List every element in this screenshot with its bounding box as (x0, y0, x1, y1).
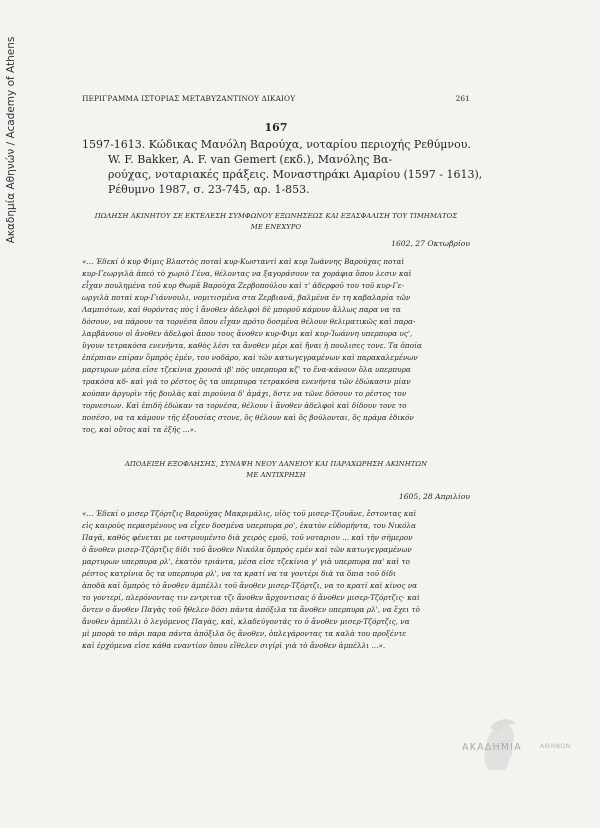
body-line: ωργιλὰ ποταὶ κυρ-Γιάννουλι, νομιτισμένα στα Ζερβιανά, βαλμένα ἐν τη καβαλαρία τῶν (82, 293, 411, 302)
section-title (82, 459, 470, 481)
body-line: μαρτυρων υπερπυρα ρλ', ἑκατὸν τριάντα, μέσα εἰσε τζεκίνια γ' γιὰ υπερπυρα πα' καὶ το (82, 557, 410, 566)
stamp-text-right: ΑΘΗΝΩΝ (540, 743, 571, 750)
body-line: ἄνοθεν ἀμπέλλι ὁ λεγόμενος Παγὰς, καὶ, κλαδεύγοντάς το ὁ ἄνοθεν μισερ-Τζόρτζις, να (82, 617, 410, 626)
body-line: ποσέσο, να τα κάμουν τῆς ἐξουσίας στονε, ὅς θέλουν καὶ ὅς βούλονται, ὅς πράμα ἐδικόν (82, 413, 414, 422)
entry-line: Ρέθυμνο 1987, σ. 23-745, αρ. 1-853. (108, 183, 310, 196)
body-line: ἐπέρπιαν επίραν ὄμπρὸς ἐμέν, του νοδάρο, καὶ τῶν κατωγεγραμένων καὶ παρακαλεμένων (82, 353, 418, 362)
running-header (82, 94, 470, 103)
body-line: το γοντερί, πλερόνοντας τιν εντριτια τζι ἄνοθεν ἄρχοντισας ὁ ἄνοθεν μισερ-Τζόρτζις· καὶ (82, 593, 420, 602)
body-line: μαρτυρων μέσα εἰσε τζεκίνια χρουσά ιβ' πὸς υπερπυρα κζ' το ἕνα-κάνουν ὅλα υπερπυρα (82, 365, 411, 374)
body-line: μὶ μπορὰ το πάρι παρα πάντα ἀπόξιλα ὅς ἄνοθεν, ὀπλεγάροντας τα καλὰ του προξέντε (82, 629, 407, 638)
body-line: εἰς καιροὺς περασμένους να εἶχεν δοσμένα υπερπυρα ρο', ἑκατὸν εὐδομήντα, του Νικόλα (82, 521, 416, 530)
section-title (82, 211, 470, 233)
section-date: 1605, 28 Απριλίου (398, 492, 470, 501)
body-line: λαμβάνουν οἱ ἄνοθεν ἀδελφοὶ ἄπου τους ἄνοθεν κυρ-Φιμι καὶ κυρ-Ἰωάννη υπερπυρα υς', (82, 329, 413, 338)
entry-line: W. F. Bakker, A. F. van Gemert (εκδ.), Μανόλης Βα- (108, 153, 393, 166)
header-title: ΠΕΡΙΓΡΑΜΜΑ ΙΣΤΟΡΙΑΣ ΜΕΤΑΒΥΖΑΝΤΙΝΟΥ ΔΙΚΑΙΟΥ (82, 94, 296, 103)
section-title-line: ΜΕ ΑΝΤΙΧΡΗΣΗ (246, 471, 306, 479)
entry-line: 1597-1613. Κώδικας Μανόλη Βαρούχα, νοταρίου περιοχής Ρεθύμνου. (82, 138, 471, 151)
body-line: «... Έδεκί ο μισερ Τζόρτζις Βαρούχας Μακριμάλις, υἱὸς τοῦ μισερ-Τζουᾶνε, ἔστοντας καὶ (82, 509, 417, 518)
body-line: Λαμπιότων, καὶ θορόντας πὸς ἰ ἄνοθεν ἀδελφοὶ δὲ μποροῦ κάμουν ἄλλως παρα να τα (82, 305, 401, 314)
body-line: Παγᾶ, καθὸς φένεται με ινστρουμέντο διὰ χειρὸς εμοῦ, τοῦ νοταριου ... καὶ τὴν σήμερον (82, 533, 413, 542)
section-body (82, 256, 470, 436)
entry-number: 167 (264, 121, 288, 134)
body-line: τος, καὶ οὕτος καὶ τα ἑξῆς ...». (82, 425, 197, 434)
entry-line: ρούχας, νοταριακές πράξεις. Μοναστηράκι Αμαρίου (1597 - 1613), (108, 168, 483, 181)
body-line: κυρ-Γεωργιλὰ ἀπεὸ τὸ χωριὸ Γένα, θέλοντας να ξαγοράσουν τα χοράφια ὅπου λεσιν καὶ (82, 269, 412, 278)
page-number: 261 (455, 94, 470, 103)
academy-stamp (462, 716, 574, 772)
body-line: καὶ ἐρχόμενα εἰσε κάθα εναντίον ὅπου εἴθελεν σιγίρὶ γιὰ τὸ ἄνοθεν ἀμπέλλι ...». (82, 641, 386, 650)
section-title-line: ΜΕ ΕΝΕΧΥΡΟ (250, 223, 302, 231)
body-line: δόσουν, να πάρουν τα τορνέσα ὅπου εἶχαν πρότο δοσμένα θέλουν θελιματικῶς καὶ παρα- (82, 317, 416, 326)
side-watermark-text: Ακαδημία Αθηνών / Academy of Athens (5, 36, 17, 244)
body-line: ρέστος κατρίνια ὅς τα υπερπυρα ρλ', να τα κρατί να τα γοντέρι διὰ τα ὅπια τοῦ δίδι (82, 569, 396, 578)
body-line: ὕγουν τετρακόσα ενενήντα, καθὸς λέσι τα ἄνοθεν μέρι καὶ ἤναι ἡ πουλισες τονε. Τα ὁποία (82, 341, 422, 350)
section-date: 1602, 27 Οκτωβρίου (391, 239, 470, 248)
section-body (82, 508, 470, 652)
section-title-line: ΠΩΛΗΣΗ ΑΚΙΝΗΤΟΥ ΣΕ ΕΚΤΕΛΕΣΗ ΣΥΜΦΩΝΟΥ ΕΞΩΝΗΣΕΩΣ ΚΑΙ ΕΞΑΣΦΑΛΙΣΗ ΤΟΥ ΤΙΜΗΜΑΤΟΣ (94, 212, 458, 220)
body-line: ὄντεν ο ἄνοθεν Παγὰς τοῦ ἤθελεν δόσι πάντα ἀπόξιλα τα ἄνοθεν υπερπυρα ρλ', να ἔχει τὸ (82, 605, 420, 614)
side-watermark (4, 30, 18, 250)
entry-heading (82, 137, 483, 197)
body-line: ὁ ἄνοθεν μισερ-Τζόρτζις δίδι τοῦ ἄνοθεν Νικόλα ὄμπρὸς εμέν καὶ τῶν κατωγεγραμένων (82, 545, 412, 554)
body-line: κούπαν ἀργυρὶν τῆς βουλὰς καὶ πιρούνια δ' ἀμάχι, δστε να τῶνε δόσουν το ρέστος τον (82, 389, 407, 398)
body-line: τρακόσα κδ- καὶ γιὰ το ρέστος ὅς τα υπερπυρα τετρακόσα ενενήντα τῶν ἐδώκασιν μίαν (82, 377, 411, 386)
body-line: εἶχαν πουλημένα τοῦ κυρ Θωμᾶ Βαρούχα Ζερβοπούλου καὶ τ' ἀδερφοῦ του τοῦ κυρ-Γε- (82, 281, 404, 290)
body-line: ἀποδὰ καὶ ὄμπρὸς τὸ ἄνοθεν ἀμπέλλι τοῦ ἄνοθεν μισερ-Τζόρτζι, να το κρατί καὶ κίνος να (82, 581, 418, 590)
stamp-text-left: ΑΚΑΔΗΜΙΑ (462, 742, 522, 753)
body-line: «... Έδεκί ὁ κυρ Φίμις Βλαστὸς ποταὶ κυρ-Κωσταντὶ καὶ κυρ Ἰωάννης Βαρούχας ποταὶ (82, 257, 405, 266)
section-title-line: ΑΠΟΔΕΙΞΗ ΕΞΟΦΛΗΣΗΣ, ΣΥΝΑΨΗ ΝΕΟΥ ΔΑΝΕΙΟΥ ΚΑΙ ΠΑΡΑΧΩΡΗΣΗ ΑΚΙΝΗΤΩΝ (124, 460, 428, 468)
body-line: τορνεσιων. Καὶ ἐπιδὴ ἐδώκαν τα τορνέσα, θέλουν ἰ ἄνοθεν ἀδελφοὶ καὶ δίδουν τονε το (82, 401, 407, 410)
